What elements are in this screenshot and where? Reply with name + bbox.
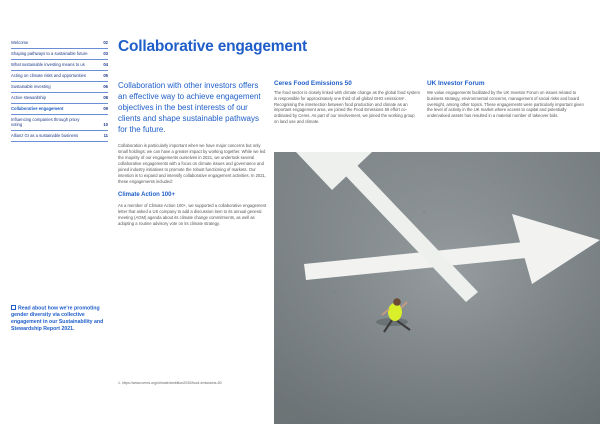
toc-item-shaping-pathways[interactable]: Shaping pathways to a sustainable future 03: [11, 49, 108, 60]
page-title: Collaborative engagement: [118, 38, 307, 55]
report-link-callout[interactable]: [11, 305, 111, 333]
toc-item-climate-risks[interactable]: Acting on climate risks and opportunities 05: [11, 71, 108, 82]
toc-item-welcome[interactable]: Welcome 02: [11, 38, 108, 49]
climate-action-body: As a member of Climate Action 100+, we supported a collaborative engagement letter that asked a US company to add a discussion item to its annual general meeting (AGM) agenda about its climate change commitments, as well as adopting a routine advisory vote on its climate strategy.: [118, 203, 267, 226]
toc-item-active-stewardship[interactable]: Active stewardship 08: [11, 93, 108, 104]
toc-item-proxy-voting[interactable]: Influencing companies through proxy voting 10: [11, 115, 108, 131]
footnote: 1. https://www.ceres.org/climate/ambition2030/food-emissions-50: [118, 381, 222, 385]
callout-text: Read about how we're promoting gender diversity via collective engagement in our Sustainability and Stewardship Report 2021.: [11, 305, 104, 332]
photo-illustration: [274, 152, 600, 424]
aerial-arrows-photo: [274, 152, 600, 424]
toc-item-what-sustainable-investing-means[interactable]: What sustainable investing means to us 04: [11, 60, 108, 71]
toc-item-sustainable-business[interactable]: Allianz GI as a sustainable business 11: [11, 131, 108, 142]
toc-item-sustainable-investing[interactable]: Sustainable investing 06: [11, 82, 108, 93]
climate-action-heading: Climate Action 100+: [118, 192, 175, 198]
intro-body: Collaboration is particularly important when we have major concerns but only small holdings; we can have a greater impact by working together. While we led the majority of our engagements ourselves in 2021, we undertook several collaborative engagements with a focus on climate issues and governance and joined industry initiatives to promote the robust functioning of markets. Our intention is to expand and intensify collaborative engagement activities. In 2021, these engagements included:: [118, 143, 267, 184]
lead-paragraph: Collaboration with other investors offers an effective way to achieve engagement objectives in the best interests of our clients and shape sustainable pathways for the future.: [118, 81, 261, 134]
uk-forum-body: We value engagements facilitated by the UK Investor Forum on issues related to business strategy, environmental concerns, management of social risks and board oversight, among other topics. These engagements were particularly important given the level of activity in the UK market where access to capital and potentially undervalued assets has resulted in a material number of takeover bids.: [427, 90, 584, 119]
external-link-icon: [11, 305, 16, 310]
uk-forum-column: [427, 80, 587, 119]
ceres-heading: Ceres Food Emissions 50: [274, 80, 352, 87]
main-column: [118, 80, 268, 227]
ceres-column: [274, 80, 420, 125]
ceres-body: The food sector is closely linked with climate change as the global food system is responsible for approximately one third of all global GHG emissions¹. Recognising the intersection between food production and climate as an important engagement area, we joined the Food Emissions 50 effort co-ordinated by Ceres. As part of our involvement, we joined the working group on land use and climate.: [274, 90, 420, 124]
table-of-contents: [11, 38, 108, 142]
uk-forum-heading: UK Investor Forum: [427, 80, 485, 87]
toc-item-collaborative-engagement[interactable]: Collaborative engagement 09: [11, 104, 108, 115]
